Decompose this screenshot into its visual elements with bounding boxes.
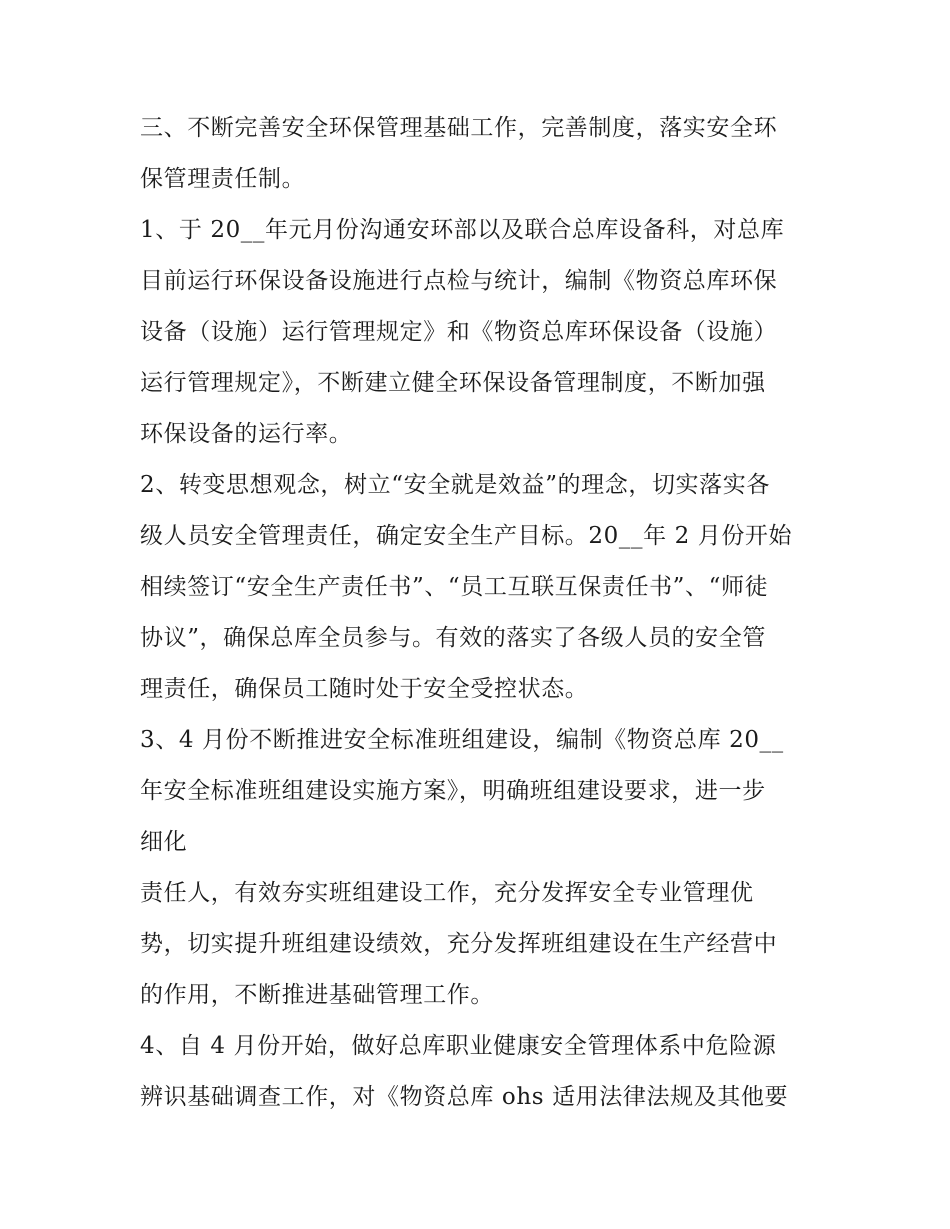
text-line-10: 相续签订“安全生产责任书”、“员工互联互保责任书”、“师徒 <box>140 574 769 600</box>
text-line-6: 运行管理规定》，不断建立健全环保设备管理制度，不断加强 <box>140 370 766 396</box>
document-body <box>140 103 820 1123</box>
text-line-19: 4、自 4 月份开始，做好总库职业健康安全管理体系中危险源 <box>140 1033 777 1059</box>
text-line-7: 环保设备的运行率。 <box>140 421 353 447</box>
text-line-5: 设备（设施）运行管理规定》和《物资总库环保设备（设施） <box>140 319 778 345</box>
text-line-1: 三、不断完善安全环保管理基础工作，完善制度，落实安全环 <box>140 115 778 141</box>
text-line-9: 级人员安全管理责任，确定安全生产目标。20__年 2 月份开始 <box>140 523 793 549</box>
text-line-12: 理责任，确保员工随时处于安全受控状态。 <box>140 676 589 702</box>
text-line-2: 保管理责任制。 <box>140 166 306 192</box>
text-line-4: 目前运行环保设备设施进行点检与统计，编制《物资总库环保 <box>140 268 778 294</box>
text-line-17: 势，切实提升班组建设绩效，充分发挥班组建设在生产经营中 <box>140 931 778 957</box>
text-line-20: 辨识基础调查工作，对《物资总库 ohs 适用法律法规及其他要 <box>140 1084 789 1110</box>
text-line-8: 2、转变思想观念，树立“安全就是效益”的理念，切实落实各 <box>140 472 770 498</box>
text-line-14: 年安全标准班组建设实施方案》，明确班组建设要求，进一步 <box>140 778 766 804</box>
text-line-3: 1、于 20__年元月份沟通安环部以及联合总库设备科，对总库 <box>140 217 785 243</box>
text-line-11: 协议”，确保总库全员参与。有效的落实了各级人员的安全管 <box>140 625 766 651</box>
text-line-13: 3、4 月份不断推进安全标准班组建设，编制《物资总库 20__ <box>140 727 784 753</box>
text-line-18: 的作用，不断推进基础管理工作。 <box>140 982 494 1008</box>
text-line-15: 细化 <box>140 829 188 855</box>
text-line-16: 责任人，有效夯实班组建设工作，充分发挥安全专业管理优 <box>140 880 754 906</box>
